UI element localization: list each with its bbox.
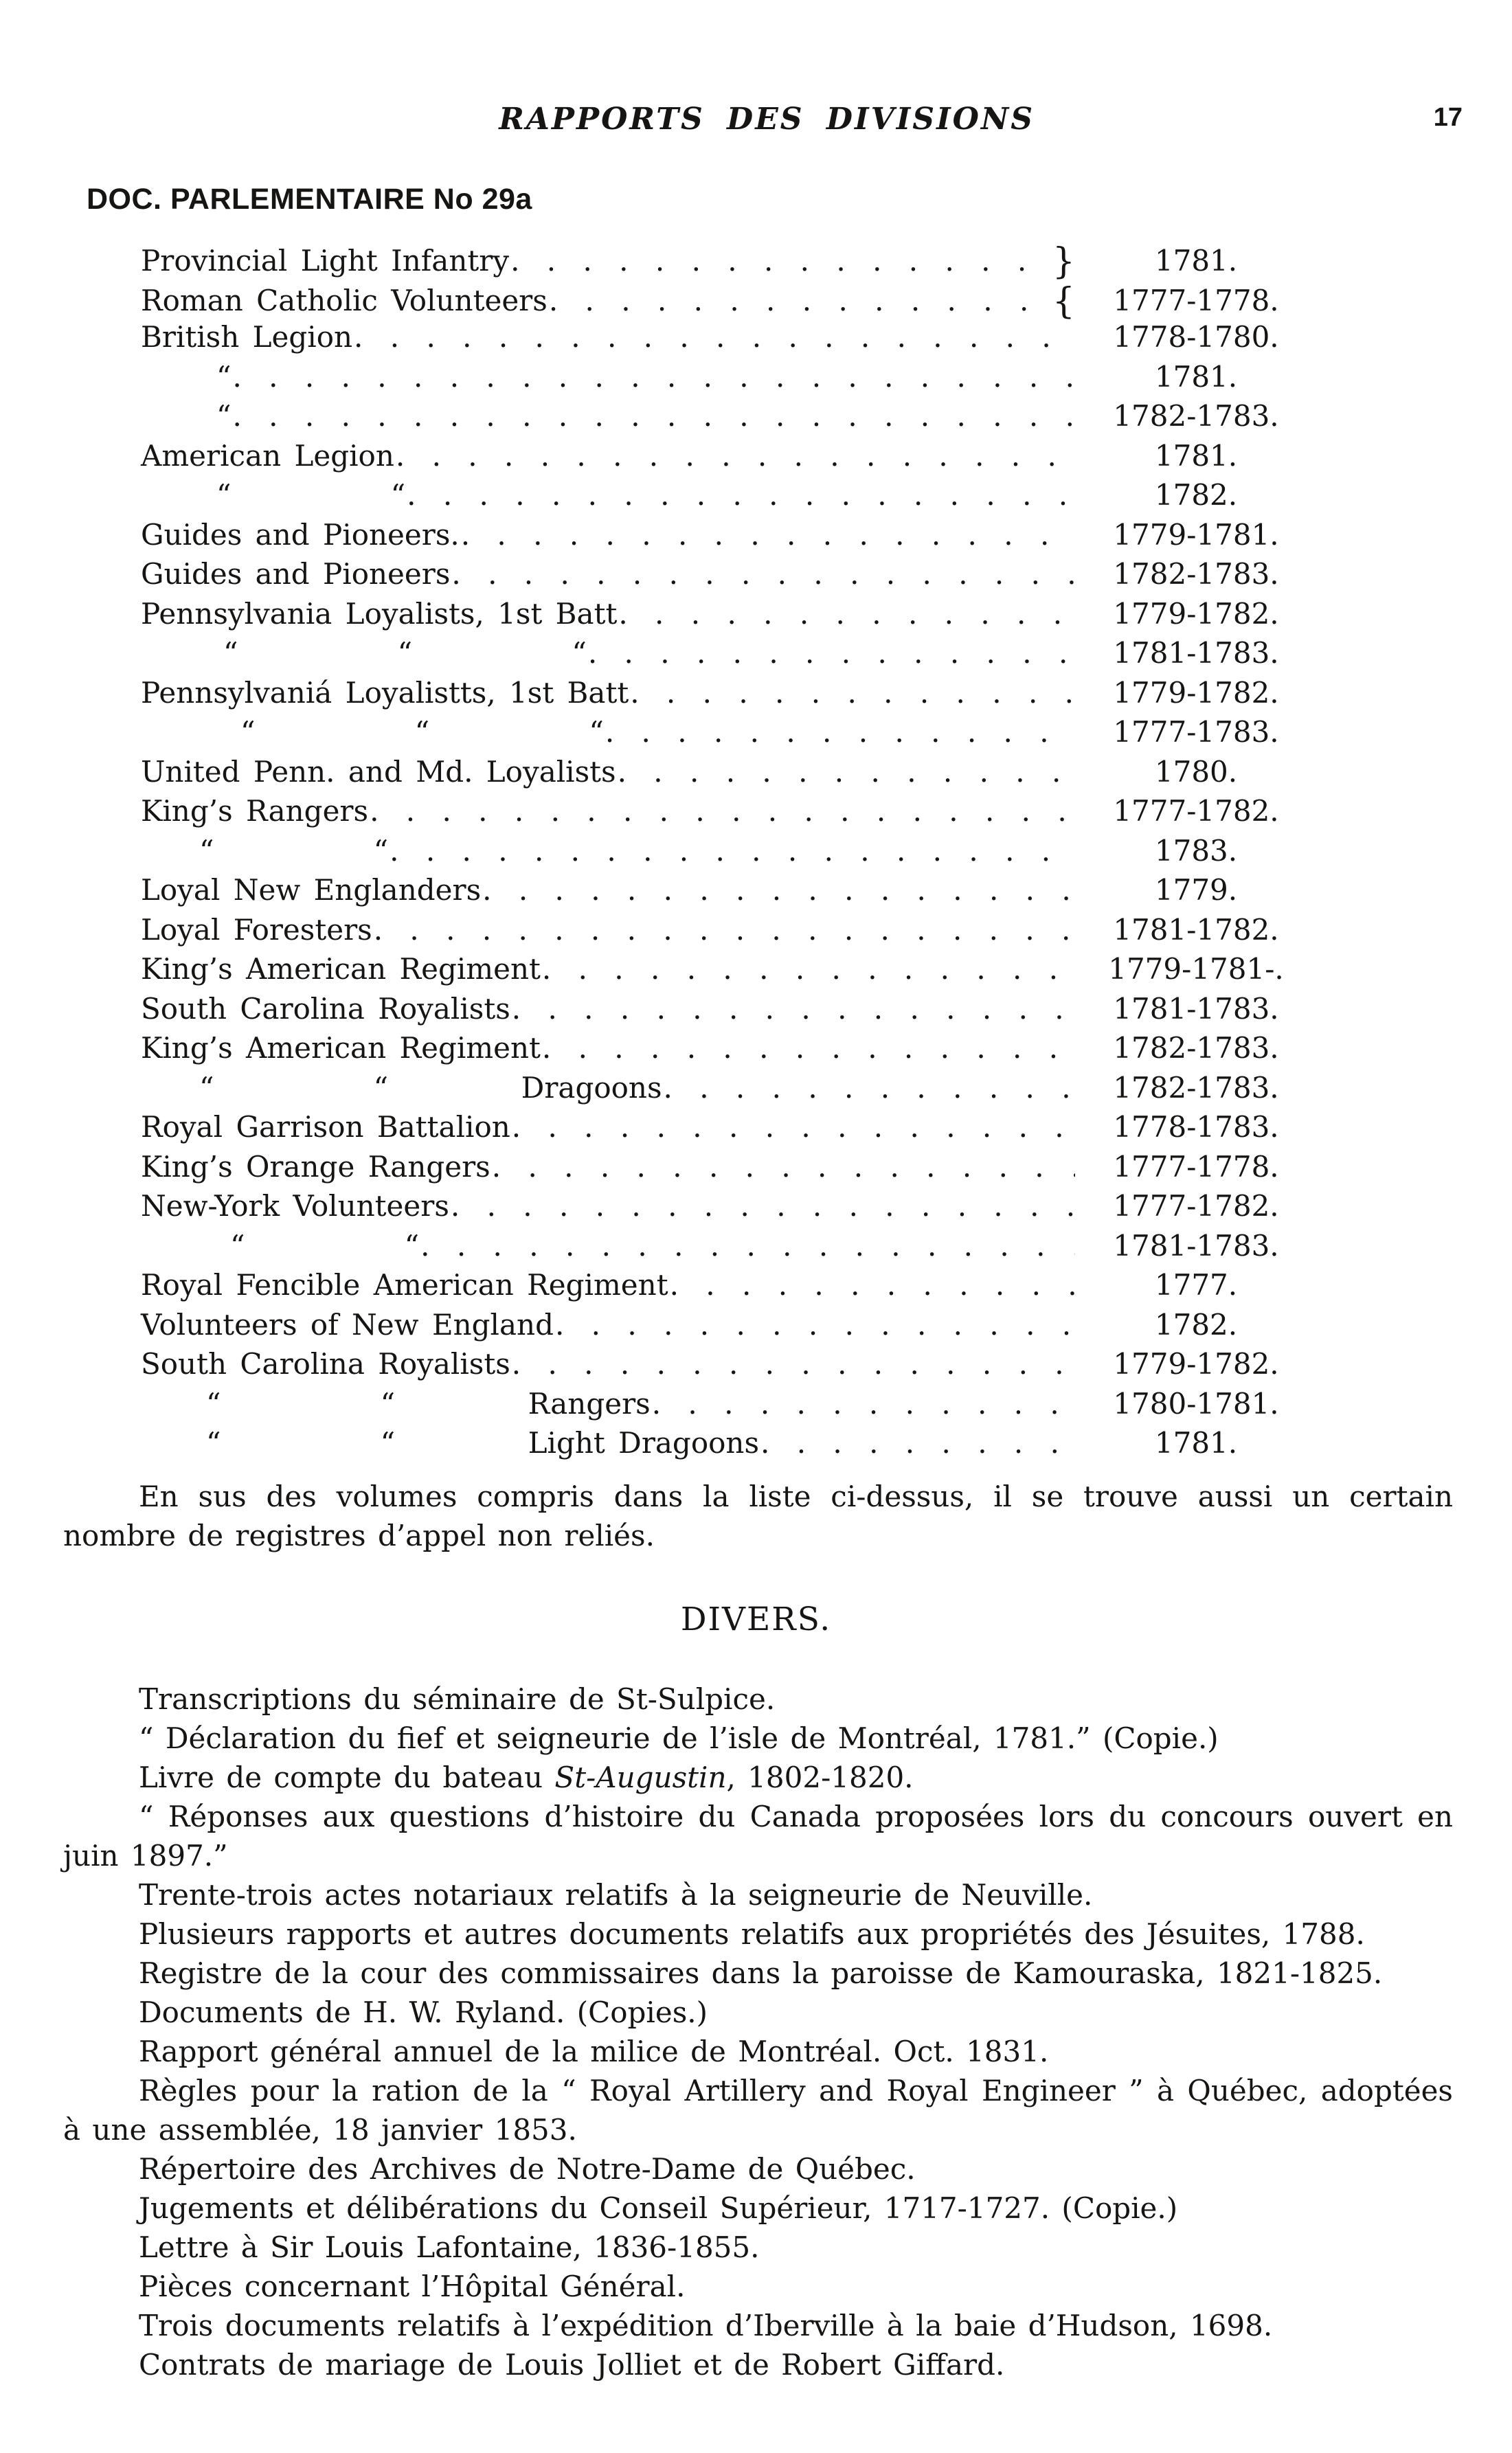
- row-label: “ “ Dragoons: [199, 1070, 662, 1105]
- register-row: [141, 1071, 1317, 1111]
- divers-items: [63, 1680, 1453, 2384]
- text-run: Rapport général annuel de la milice de Montréal. Oct. 1831.: [139, 2034, 1049, 2068]
- row-year: 1777-1782.: [1113, 794, 1279, 828]
- register-row: [141, 241, 1317, 281]
- register-row: [141, 952, 1317, 992]
- register-row: [141, 439, 1317, 479]
- text-run: “ Déclaration du fief et seigneurie de l’isle de Montréal, 1781.” (Copie.): [139, 1721, 1219, 1755]
- dot-leader: [512, 1347, 1075, 1381]
- note-paragraph: En sus des volumes compris dans la liste ci-dessus, il se trouve aussi un certain nombre de registres d’appel non reliés.: [63, 1479, 1453, 1552]
- dot-leader: [542, 1031, 1075, 1065]
- dot-leader: [549, 284, 1052, 317]
- row-year: 1781-1783.: [1113, 1228, 1279, 1263]
- row-label: Loyal New Englanders: [141, 873, 482, 907]
- register-row: [141, 834, 1317, 874]
- row-label: New-York Volunteers: [141, 1189, 449, 1223]
- dot-leader: [451, 557, 1075, 591]
- row-label: Guides and Pioneers: [141, 557, 451, 591]
- row-label: Guides and Pioneers.: [141, 517, 460, 552]
- text-run: Jugements et délibérations du Conseil Supérieur, 1717-1727. (Copie.): [139, 2191, 1178, 2225]
- dot-leader: [420, 1229, 1075, 1263]
- dot-leader: [482, 873, 1075, 907]
- row-label: King’s American Regiment: [141, 1031, 541, 1065]
- register-row: [141, 676, 1317, 716]
- divers-item: [63, 1914, 1453, 1954]
- text-run: Documents de H. W. Ryland. (Copies.): [139, 1995, 708, 2029]
- register-row: [141, 399, 1317, 439]
- text-run: “ Réponses aux questions d’histoire du Canada proposées lors du concours ouvert en juin 1897.”: [63, 1799, 1453, 1873]
- row-year: 1781-1782.: [1113, 912, 1279, 947]
- italic-text-run: St-Augustin: [554, 1760, 727, 1794]
- divers-item: [63, 2149, 1453, 2189]
- row-year: 1782.: [1154, 1307, 1238, 1342]
- register-row: [141, 1347, 1317, 1387]
- divers-item: [63, 1719, 1453, 1758]
- row-label: Provincial Light Infantry: [141, 244, 510, 278]
- divers-item: [63, 2267, 1453, 2306]
- register-row: [141, 1308, 1317, 1348]
- row-label: American Legion: [141, 438, 394, 473]
- register-row: [141, 1150, 1317, 1190]
- register-list: [141, 241, 1317, 1466]
- row-year: 1777-1778.: [1113, 283, 1279, 317]
- dot-leader: [232, 399, 1075, 433]
- row-year: 1779-1782.: [1113, 675, 1279, 710]
- row-brace: }: [1052, 241, 1075, 282]
- divers-item: [63, 1875, 1453, 1914]
- dot-leader: [652, 1387, 1075, 1421]
- text-run: Lettre à Sir Louis Lafontaine, 1836-1855.: [139, 2230, 760, 2264]
- row-year: 1779.: [1154, 873, 1238, 907]
- dot-leader: [588, 636, 1075, 670]
- register-row: [141, 518, 1317, 558]
- register-row: [141, 1426, 1317, 1466]
- register-row: [141, 597, 1317, 637]
- row-year: 1781.: [1154, 438, 1238, 473]
- register-row: [141, 1031, 1317, 1071]
- row-label: Loyal Foresters: [141, 912, 372, 947]
- text-run: Règles pour la ration de la “ Royal Artillery and Royal Engineer ” à Québec, adoptées à une assemblée, 18 janvier 1853.: [63, 2073, 1453, 2147]
- row-year: 1782-1783.: [1113, 399, 1279, 433]
- dot-leader: [461, 518, 1075, 552]
- dot-leader: [760, 1426, 1075, 1460]
- row-label: Pennsylvaniá Loyalistts, 1st Batt: [141, 675, 629, 710]
- register-row: [141, 1110, 1317, 1150]
- row-label: British Legion: [141, 320, 353, 354]
- text-run: Contrats de mariage de Louis Jolliet et de Robert Giffard.: [139, 2347, 1005, 2382]
- register-row: [141, 755, 1317, 795]
- text-run: Livre de compte du bateau: [139, 1760, 555, 1794]
- register-row: [141, 1189, 1317, 1229]
- row-label: King’s Orange Rangers: [141, 1149, 490, 1184]
- divers-item: [63, 1758, 1453, 1797]
- divers-item: [63, 2345, 1453, 2384]
- register-row: [141, 913, 1317, 953]
- register-row: [141, 715, 1317, 755]
- divers-item: [63, 1954, 1453, 1993]
- dot-leader: [451, 1189, 1075, 1223]
- row-year: 1777-1782.: [1113, 1189, 1279, 1223]
- row-year: 1781.: [1154, 359, 1238, 394]
- page-title: RAPPORTS DES DIVISIONS: [499, 102, 1035, 137]
- dot-leader: [512, 992, 1075, 1026]
- register-row: [141, 636, 1317, 676]
- dot-leader: [354, 320, 1075, 354]
- row-label: United Penn. and Md. Loyalists: [141, 754, 616, 789]
- row-year: 1779-1782.: [1113, 1347, 1279, 1381]
- row-label: Volunteers of New England: [141, 1307, 554, 1342]
- text-run: Répertoire des Archives de Notre-Dame de Québec.: [139, 2151, 916, 2186]
- row-label: “ “ “: [223, 636, 587, 670]
- register-row: [141, 1387, 1317, 1427]
- row-year: 1783.: [1154, 833, 1238, 868]
- row-year: 1779-1782.: [1113, 596, 1279, 631]
- divers-item: [63, 1797, 1453, 1875]
- divers-item: [63, 2189, 1453, 2228]
- text-run: , 1802-1820.: [726, 1760, 914, 1794]
- row-year: 1780.: [1154, 754, 1238, 789]
- dot-leader: [510, 244, 1052, 278]
- row-label: Royal Garrison Battalion: [141, 1110, 510, 1144]
- row-year: 1782-1783.: [1113, 1031, 1279, 1065]
- row-year: 1781.: [1154, 1426, 1238, 1460]
- row-year: 1782-1783.: [1113, 557, 1279, 591]
- row-year: 1778-1780.: [1113, 320, 1279, 354]
- dot-leader: [390, 834, 1075, 868]
- divers-item: [63, 2306, 1453, 2345]
- row-label: Royal Fencible American Regiment: [141, 1268, 668, 1302]
- dot-leader: [618, 597, 1075, 631]
- register-row: [141, 478, 1317, 518]
- register-row: [141, 281, 1317, 321]
- row-year: 1781-1783.: [1113, 636, 1279, 670]
- row-year: 1781-1783.: [1113, 991, 1279, 1026]
- row-label: Roman Catholic Volunteers: [141, 283, 548, 317]
- divers-item: [63, 2071, 1453, 2149]
- row-year: 1780-1781.: [1113, 1386, 1279, 1421]
- divers-heading: DIVERS.: [680, 1600, 832, 1638]
- register-row: [141, 992, 1317, 1032]
- row-label: “ “: [216, 478, 406, 512]
- register-row: [141, 360, 1317, 400]
- row-year: 1779-1781.: [1113, 517, 1279, 552]
- dot-leader: [512, 1110, 1075, 1144]
- row-label: South Carolina Royalists: [141, 991, 510, 1026]
- row-label: “: [216, 359, 232, 394]
- divers-item: [63, 1680, 1453, 1719]
- text-run: Trente-trois actes notariaux relatifs à la seigneurie de Neuville.: [139, 1877, 1093, 1912]
- dot-leader: [605, 715, 1075, 749]
- row-label: South Carolina Royalists: [141, 1347, 510, 1381]
- dot-leader: [542, 952, 1075, 986]
- row-year: 1782.: [1154, 478, 1238, 512]
- row-label: “: [216, 399, 232, 433]
- text-run: Plusieurs rapports et autres documents relatifs aux propriétés des Jésuites, 1788.: [139, 1917, 1365, 1951]
- row-label: “ “ Rangers: [206, 1386, 651, 1421]
- row-year: 1777.: [1154, 1268, 1238, 1302]
- dot-leader: [374, 913, 1075, 947]
- register-row: [141, 320, 1317, 360]
- row-label: “ “: [230, 1228, 420, 1263]
- dot-leader: [618, 755, 1075, 789]
- row-label: Pennsylvania Loyalists, 1st Batt: [141, 596, 618, 631]
- dot-leader: [670, 1268, 1075, 1302]
- dot-leader: [396, 439, 1075, 473]
- dot-leader: [407, 478, 1075, 512]
- divers-item: [63, 2228, 1453, 2267]
- divers-item: [63, 2032, 1453, 2071]
- dot-leader: [492, 1150, 1075, 1184]
- register-row: [141, 794, 1317, 834]
- page-number: 17: [1433, 103, 1463, 132]
- row-year: 1778-1783.: [1113, 1110, 1279, 1144]
- row-label: King’s Rangers: [141, 794, 369, 828]
- register-row: [141, 1229, 1317, 1269]
- divers-item: [63, 1993, 1453, 2032]
- dot-leader: [232, 360, 1075, 394]
- dot-leader: [664, 1071, 1075, 1105]
- row-year: 1777-1778.: [1113, 1149, 1279, 1184]
- row-year: 1777-1783.: [1113, 715, 1279, 749]
- row-label: “ “ Light Dragoons: [206, 1426, 759, 1460]
- doc-label: DOC. PARLEMENTAIRE No 29a: [87, 183, 532, 216]
- dot-leader: [555, 1308, 1075, 1342]
- row-year: 1781.: [1154, 244, 1238, 278]
- row-brace: {: [1052, 280, 1075, 322]
- dot-leader: [370, 794, 1075, 828]
- text-run: Registre de la cour des commissaires dans la paroisse de Kamouraska, 1821-1825.: [139, 1956, 1383, 1990]
- text-run: Transcriptions du séminaire de St-Sulpice.: [139, 1682, 776, 1716]
- row-label: “ “ “: [240, 715, 604, 749]
- register-row: [141, 873, 1317, 913]
- register-row: [141, 1268, 1317, 1308]
- row-label: “ “: [199, 833, 389, 868]
- dot-leader: [630, 676, 1075, 710]
- row-label: King’s American Regiment: [141, 952, 541, 986]
- running-head: [0, 102, 1512, 146]
- text-run: Pièces concernant l’Hôpital Général.: [139, 2269, 686, 2303]
- text-run: Trois documents relatifs à l’expédition d’Iberville à la baie d’Hudson, 1698.: [139, 2308, 1273, 2342]
- row-year: 1779-1781-.: [1108, 952, 1284, 986]
- register-row: [141, 557, 1317, 597]
- row-year: 1782-1783.: [1113, 1070, 1279, 1105]
